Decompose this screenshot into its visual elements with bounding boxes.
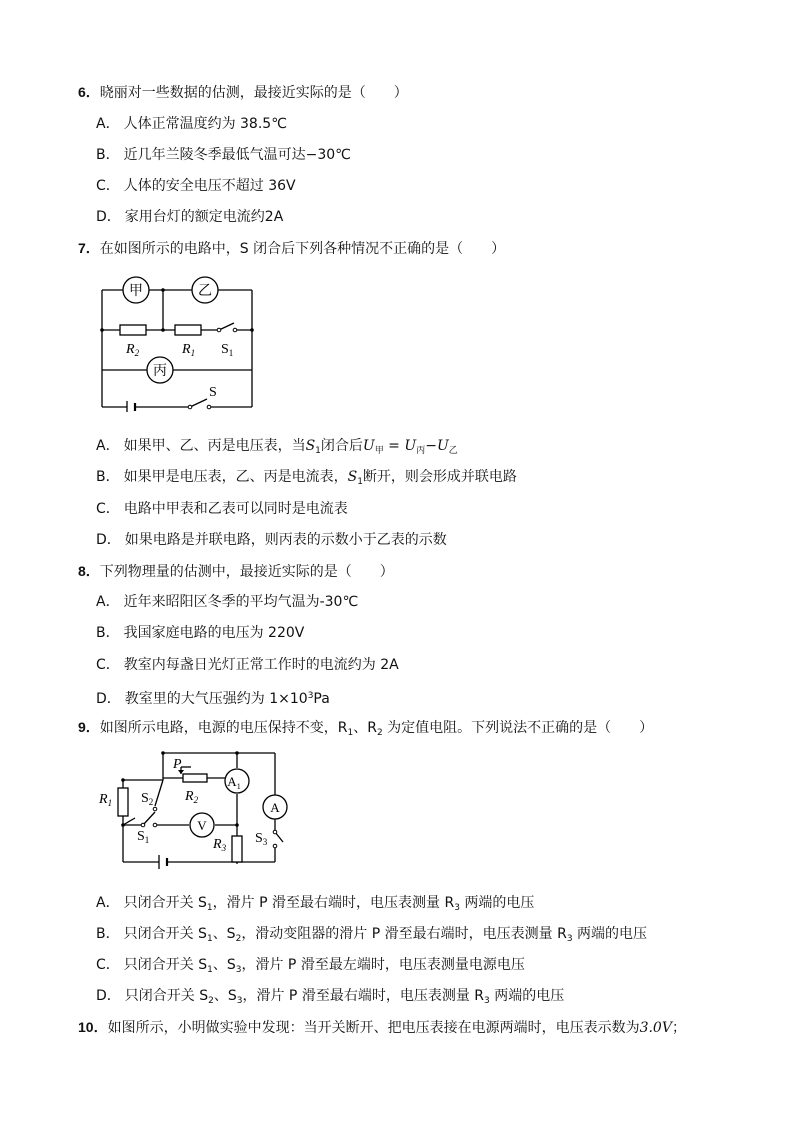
label-r3: $R_3$ xyxy=(213,837,227,853)
meter-yi xyxy=(192,277,218,303)
q7-option-c: C． 电路中甲表和乙表可以同时是电流表 xyxy=(96,501,348,517)
question-text: 在如图所示的电路中，S 闭合后下列各种情况不正确的是（ ） xyxy=(99,241,506,257)
resistor-r1 xyxy=(175,325,201,335)
q6-option-d: D． 家用台灯的额定电流约2A xyxy=(96,209,284,225)
svg-text:A1: $A_1$ xyxy=(227,774,241,791)
question-9-stem: 9．如图所示电路，电源的电压保持不变，$R_1$、$R_2$ 为定值电阻。下列说法不正确的是（ ） xyxy=(78,719,654,738)
label-r1: $R_1$ xyxy=(99,792,113,808)
svg-text:甲: 甲 xyxy=(129,284,143,299)
question-number: 8． xyxy=(78,563,100,579)
q7-circuit-diagram xyxy=(95,272,265,412)
q7-option-a: A． 如果甲、乙、丙是电压表，当$S_1$闭合后$U_甲 = U_丙-U_乙$ xyxy=(96,438,458,456)
q9-circuit-diagram xyxy=(95,750,295,880)
label-p: P xyxy=(173,757,182,772)
question-6-stem xyxy=(78,82,408,103)
svg-text:A: A xyxy=(270,800,280,815)
q8-option-c: C． 教室内每盏日光灯正常工作时的电流约为 2A xyxy=(96,657,399,673)
q9-option-b: B． 只闭合开关 $S_1$、$S_2$，滑动变阻器的滑片 P 滑至最右端时，电压表测量 $R_3$ 两端的电压 xyxy=(96,926,648,944)
q9-option-d: D． 只闭合开关 $S_2$、$S_3$，滑片 P 滑至最右端时，电压表测量 $R_3$ 两端的电压 xyxy=(96,988,565,1006)
label-s3: $S_3$ xyxy=(255,831,268,847)
label-r1: $R_1$ xyxy=(182,342,196,358)
question-10-stem: 10．如图所示，小明做实验中发现：当开关断开、把电压表接在电源两端时，电压表示数为3.0V； xyxy=(78,1019,686,1036)
question-number: 7． xyxy=(78,240,100,256)
resistor-r3 xyxy=(232,836,242,862)
question-8-stem xyxy=(78,561,394,582)
q8-option-a: A． 近年来昭阳区冬季的平均气温为-30℃ xyxy=(96,594,359,610)
question-number: 9． xyxy=(78,719,100,735)
q7-option-b: B． 如果甲是电压表，乙、丙是电流表，$S_1$断开，则会形成并联电路 xyxy=(96,469,517,487)
svg-text:V: V xyxy=(197,818,207,833)
q8-option-d: D． 教室里的大气压强约为 $1\times 10^3Pa$ xyxy=(96,691,330,707)
q7-option-d: D． 如果电路是并联电路，则丙表的示数小于乙表的示数 xyxy=(96,532,447,548)
resistor-r1 xyxy=(118,788,128,816)
q6-option-a: A． 人体正常温度约为 38.5℃ xyxy=(96,116,287,132)
meter-jia xyxy=(123,277,149,303)
question-7-stem xyxy=(78,238,505,259)
ammeter-a1 xyxy=(225,769,249,793)
question-number: 6． xyxy=(78,84,100,100)
label-r2: $R_2$ xyxy=(185,789,199,805)
label-r2: $R_2$ xyxy=(126,342,140,358)
q9-option-a: A． 只闭合开关 $S_1$，滑片 P 滑至最右端时，电压表测量 $R_3$ 两端的电压 xyxy=(96,895,535,913)
ammeter-a xyxy=(263,795,287,819)
label-s1: $S_1$ xyxy=(221,342,234,358)
voltmeter-v xyxy=(190,813,214,837)
voltage-value: 3.0V xyxy=(639,1020,672,1036)
label-s2: $S_2$ xyxy=(141,791,154,807)
question-text: 下列物理量的估测中，最接近实际的是（ ） xyxy=(99,564,394,580)
resistor-r2 xyxy=(120,325,146,335)
meter-bing xyxy=(147,357,173,383)
question-number: 10． xyxy=(78,1019,108,1035)
svg-text:丙: 丙 xyxy=(153,364,167,379)
q6-option-b: B． 近几年兰陵冬季最低气温可达−30℃ xyxy=(96,147,351,163)
q6-option-c: C． 人体的安全电压不超过 36V xyxy=(96,178,296,194)
label-s: S xyxy=(209,385,217,400)
label-s1: $S_1$ xyxy=(137,829,150,845)
q8-option-b: B． 我国家庭电路的电压为 220V xyxy=(96,625,305,641)
rheostat-r2 xyxy=(183,774,207,782)
q9-option-c: C． 只闭合开关 $S_1$、$S_3$，滑片 P 滑至最左端时，电压表测量电源电压 xyxy=(96,957,525,975)
question-text: 晓丽对一些数据的估测，最接近实际的是（ ） xyxy=(99,85,408,101)
question-text: 如图所示，小明做实验中发现：当开关断开、把电压表接在电源两端时，电压表示数为 xyxy=(107,1020,640,1036)
svg-text:乙: 乙 xyxy=(198,284,212,299)
